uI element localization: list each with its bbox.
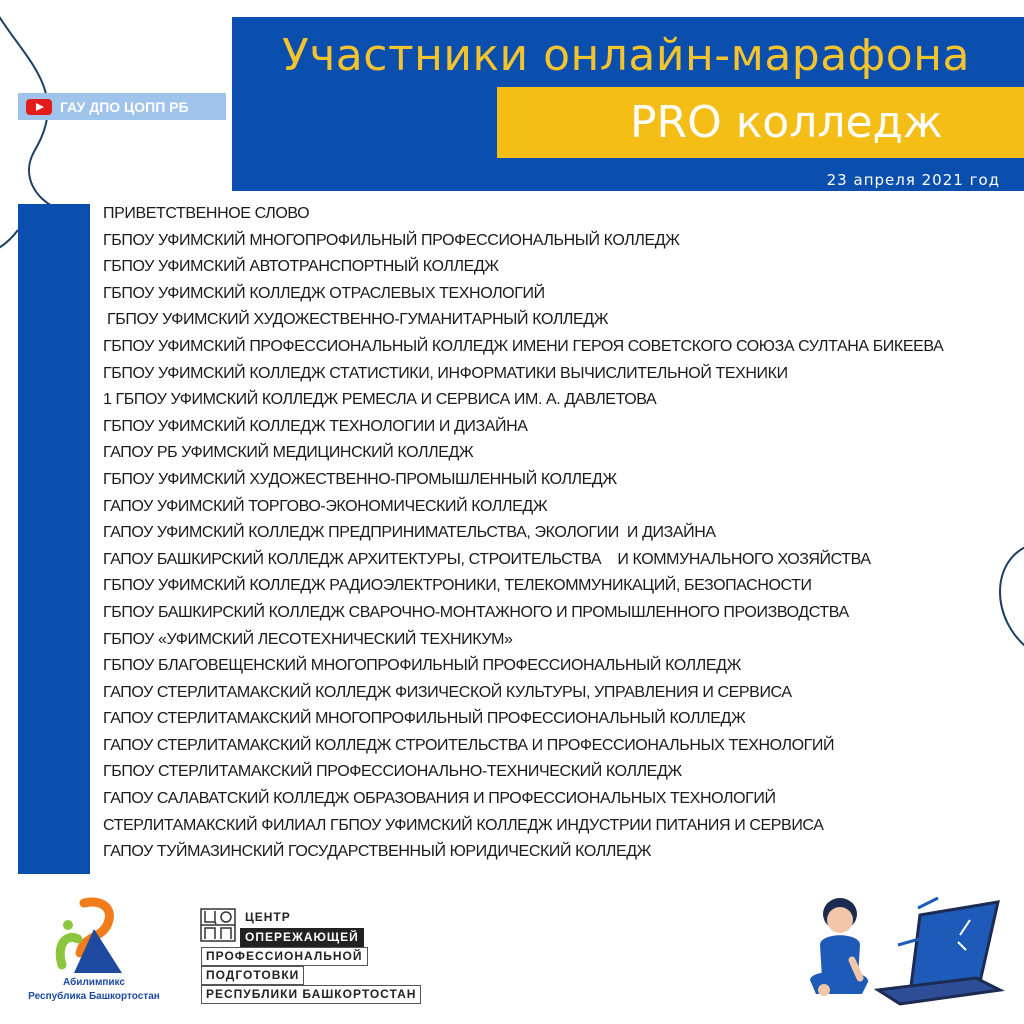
list-item: ГБПОУ УФИМСКИЙ АВТОТРАНСПОРТНЫЙ КОЛЛЕДЖ [103,258,499,276]
list-item: ГБПОУ БАШКИРСКИЙ КОЛЛЕДЖ СВАРОЧНО-МОНТАЖНОГО И ПРОМЫШЛЕННОГО ПРОИЗВОДСТВА [103,603,849,621]
list-item: ГАПОУ СТЕРЛИТАМАКСКИЙ КОЛЛЕДЖ ФИЗИЧЕСКОЙ КУЛЬТУРЫ, УПРАВЛЕНИЯ И СЕРВИСА [103,683,792,701]
abilympics-name: Абилимпикс [63,977,125,988]
list-item: ГАПОУ СТЕРЛИТАМАКСКИЙ КОЛЛЕДЖ СТРОИТЕЛЬСТВА И ПРОФЕССИОНАЛЬНЫХ ТЕХНОЛОГИЙ [103,736,835,754]
list-item: ГАПОУ САЛАВАТСКИЙ КОЛЛЕДЖ ОБРАЗОВАНИЯ И ПРОФЕССИОНАЛЬНЫХ ТЕХНОЛОГИЙ [103,790,776,808]
list-item: ГБПОУ УФИМСКИЙ ХУДОЖЕСТВЕННО-ПРОМЫШЛЕННЫЙ КОЛЛЕДЖ [103,470,617,488]
page-title: Участники онлайн-марафона [282,30,970,81]
list-item: ГБПОУ БЛАГОВЕЩЕНСКИЙ МНОГОПРОФИЛЬНЫЙ ПРОФЕССИОНАЛЬНЫЙ КОЛЛЕДЖ [103,657,741,675]
list-item: ГБПОУ УФИМСКИЙ КОЛЛЕДЖ СТАТИСТИКИ, ИНФОРМАТИКИ ВЫЧИСЛИТЕЛЬНОЙ ТЕХНИКИ [103,364,788,382]
channel-label: ГАУ ДПО ЦОПП РБ [60,98,189,115]
page-subtitle: PRO колледж [630,97,943,148]
list-item: ГБПОУ УФИМСКИЙ МНОГОПРОФИЛЬНЫЙ ПРОФЕССИОНАЛЬНЫЙ КОЛЛЕДЖ [103,231,680,249]
youtube-channel-link[interactable] [18,93,226,120]
list-item: ГБПОУ УФИМСКИЙ КОЛЛЕДЖ РАДИОЭЛЕКТРОНИКИ, ТЕЛЕКОММУНИКАЦИЙ, БЕЗОПАСНОСТИ [103,577,812,595]
list-item: 1 ГБПОУ УФИМСКИЙ КОЛЛЕДЖ РЕМЕСЛА И СЕРВИСА ИМ. А. ДАВЛЕТОВА [103,391,657,409]
copp-line-2: ОПЕРЕЖАЮЩЕЙ [240,928,364,947]
copp-line-5: РЕСПУБЛИКИ БАШКОРТОСТАН [201,985,421,1004]
list-item: СТЕРЛИТАМАКСКИЙ ФИЛИАЛ ГБПОУ УФИМСКИЙ КОЛЛЕДЖ ИНДУСТРИИ ПИТАНИЯ И СЕРВИСА [103,816,824,834]
participants-list [103,201,1024,866]
youtube-icon [26,99,52,115]
left-accent-stripe [18,204,90,874]
list-item: ГАПОУ УФИМСКИЙ ТОРГОВО-ЭКОНОМИЧЕСКИЙ КОЛЛЕДЖ [103,497,548,515]
list-item: ПРИВЕТСТВЕННОЕ СЛОВО [103,205,310,222]
list-item: ГАПОУ РБ УФИМСКИЙ МЕДИЦИНСКИЙ КОЛЛЕДЖ [103,444,474,462]
copp-line-3: ПРОФЕССИОНАЛЬНОЙ [201,947,368,966]
copp-mark-icon [200,908,236,942]
list-item: ГБПОУ УФИМСКИЙ КОЛЛЕДЖ ОТРАСЛЕВЫХ ТЕХНОЛОГИЙ [103,284,545,302]
copp-line-4: ПОДГОТОВКИ [201,966,304,985]
list-item: ГАПОУ УФИМСКИЙ КОЛЛЕДЖ ПРЕДПРИНИМАТЕЛЬСТВА, ЭКОЛОГИИ И ДИЗАЙНА [103,524,716,542]
copp-logo [200,906,450,1010]
list-item: ГБПОУ УФИМСКИЙ ХУДОЖЕСТВЕННО-ГУМАНИТАРНЫЙ КОЛЛЕДЖ [103,311,609,329]
list-item: ГБПОУ «УФИМСКИЙ ЛЕСОТЕХНИЧЕСКИЙ ТЕХНИКУМ» [103,630,513,648]
abilympics-logo [22,895,168,1005]
list-item: ГБПОУ УФИМСКИЙ КОЛЛЕДЖ ТЕХНОЛОГИИ И ДИЗАЙНА [103,417,528,435]
list-item: ГАПОУ СТЕРЛИТАМАКСКИЙ МНОГОПРОФИЛЬНЫЙ ПРОФЕССИОНАЛЬНЫЙ КОЛЛЕДЖ [103,710,746,728]
list-item: ГБПОУ УФИМСКИЙ ПРОФЕССИОНАЛЬНЫЙ КОЛЛЕДЖ ИМЕНИ ГЕРОЯ СОВЕТСКОГО СОЮЗА СУЛТАНА БИКЕЕВА [103,337,944,355]
abilympics-region: Республика Башкортостан [28,991,160,1002]
copp-line-1: ЦЕНТР [245,910,291,924]
list-item: ГАПОУ БАШКИРСКИЙ КОЛЛЕДЖ АРХИТЕКТУРЫ, СТРОИТЕЛЬСТВА И КОММУНАЛЬНОГО ХОЗЯЙСТВА [103,550,871,568]
list-item: ГАПОУ ТУЙМАЗИНСКИЙ ГОСУДАРСТВЕННЫЙ ЮРИДИЧЕСКИЙ КОЛЛЕДЖ [103,843,652,861]
list-item: ГБПОУ СТЕРЛИТАМАКСКИЙ ПРОФЕССИОНАЛЬНО-ТЕХНИЧЕСКИЙ КОЛЛЕДЖ [103,763,682,781]
girl-with-laptop-illustration [790,890,1024,1010]
event-date: 23 апреля 2021 год [826,171,1000,189]
